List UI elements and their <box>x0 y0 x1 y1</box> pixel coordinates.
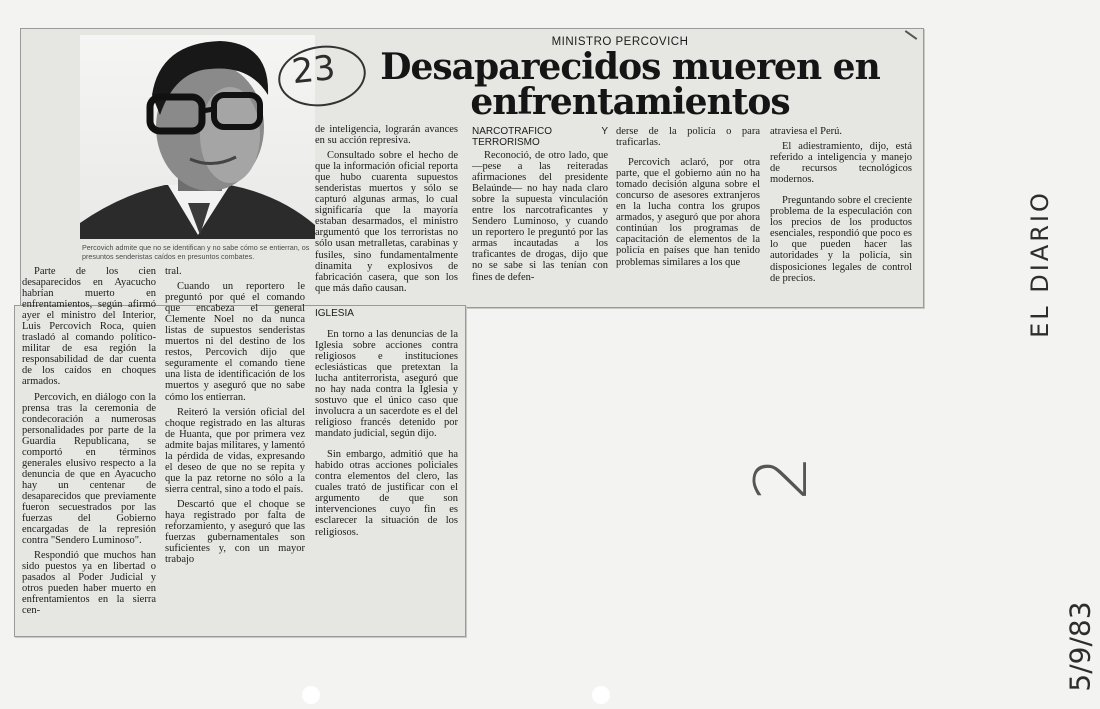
article-column-2 <box>165 266 305 565</box>
punch-hole-left <box>302 686 320 704</box>
paragraph: Reconoció, de otro lado, que —pese a las reiteradas afirmaciones del presidente Belaúnde— no hay nada claro sobre la supuesta vinculación entre los narcotraficantes y Sendero Luminoso, y cuando un reportero le preguntó por las armas incautadas a los traficantes de drogas, dijo que no se sabe si las tenían con fines de defen- <box>472 150 608 283</box>
section-heading-narcotrafico: NARCOTRAFICO Y TERRORISMO <box>472 126 608 148</box>
article-column-1 <box>22 266 156 616</box>
paragraph: de inteligencia, lograrán avances en su acción represiva. <box>315 124 458 147</box>
paragraph: Descartó que el choque se haya registrado por falta de reforzamiento, y aseguró que las fuerzas gubernamentales son suficientes y, con un mayor trabajo <box>165 498 305 566</box>
portrait-image <box>80 35 315 239</box>
paragraph: Sin embargo, admitió que ha habido otras acciones policiales contra elementos del clero, las cuales trató de justificar con el argumento de que son intervenciones cuyo fin es esclarecer la situación de los religiosos. <box>315 449 458 538</box>
article-column-3 <box>315 124 458 538</box>
paragraph: Percovich, en diálogo con la prensa tras la ceremonia de condecoración a numerosas personalidades por parte de la Guardia Republicana, se comportó en términos generales elusivo respecto a la denuncia de que en Ayacucho hay un centenar de desaparecidos que previamente fueron secuestrados por las fuerzas del Gobierno encargadas de la represión contra "Sendero Luminoso". <box>22 391 156 547</box>
paragraph: atraviesa el Perú. <box>770 126 843 137</box>
paragraph: Consultado sobre el hecho de que la información oficial reporta que hubo cuarenta supuestos senderistas muertos y sólo se capturó algunas armas, lo cual significaría que la mayoría estaban desarmados, el ministro argumentó que los terroristas no sólo usan metralletas, carabinas y fusiles, sino fundamentalmente dinamita y explosivos de fabricación casera, que son los que más daño causan. <box>315 150 458 294</box>
handwritten-newspaper-name: EL DIARIO <box>1026 190 1054 338</box>
handwritten-date: 5/9/83 <box>1063 601 1097 692</box>
article-column-4 <box>472 126 608 283</box>
paragraph: Parte de los cien desaparecidos en Ayacucho habrían muerto en enfrentamientos, según afirmó ayer el ministro del Interior, Luis Percovich Roca, quien trasladó al comando político-militar de esa región la responsabilidad de dar cuenta de los caídos en choques armados. <box>22 266 156 388</box>
paragraph: tral. <box>165 266 182 277</box>
paragraph: Reiteró la versión oficial del choque registrado en las alturas de Huanta, que por primera vez admite bajas militares, y lamentó la pérdida de vidas, expresando el deseo de que no se repita y que la paz retorne no sólo a la sierra central, sino a todo el país. <box>165 406 305 495</box>
paragraph: derse de la policía o para traficarlas. <box>616 126 760 149</box>
paragraph: Preguntando sobre el creciente problema de la especulación con los precios de los productos esenciales, respondió que poco es lo que pueden hacer las autoridades y la policía, sin disposiciones legales de control de precios. <box>770 195 912 284</box>
photo-caption: Percovich admite que no se identifican y no sabe cómo se entierran, os presuntos senderistas caídos en presuntos combates. <box>82 243 310 261</box>
handwritten-scribble: 2 <box>738 455 823 501</box>
article-column-6 <box>770 126 912 284</box>
article-photo <box>80 35 315 239</box>
paragraph: El adiestramiento, dijo, está referido a inteligencia y manejo de recursos tecnológicos modernos. <box>770 141 912 186</box>
paragraph: En torno a las denuncias de la Iglesia sobre acciones contra religiosos e instituciones eclesiásticas que pretextan la lucha antiterrorista, aseguró que no hay nada contra la Iglesia y sostuvo que el único caso que involucra a un sacerdote es el del religioso francés detenido por mandato judicial, según dijo. <box>315 328 458 440</box>
article-kicker: MINISTRO PERCOVICH <box>551 36 689 48</box>
article-headline: Desaparecidos mueren en enfrentamientos <box>380 46 880 123</box>
paragraph: Respondió que muchos han sido puestos ya en libertad o pasados al Poder Judicial y otros pueden haber muerto en enfrentamientos en la sierra cen- <box>22 550 156 617</box>
punch-hole-right <box>592 686 610 704</box>
section-heading-iglesia: IGLESIA <box>315 307 354 319</box>
article-column-5 <box>616 126 760 268</box>
paragraph: Cuando un reportero le preguntó por qué el comando que encabeza el general Clemente Noel no da nunca listas de supuestos senderistas muertos ni del destino de los restos, Percovich dijo que seguramente el comando tiene una lista de identificación de los muertos y aseguró que no sabe cómo los entierran. <box>165 281 305 403</box>
paragraph: Percovich aclaró, por otra parte, que el gobierno aún no ha tomado decisión alguna sobre el concurso de asesores extranjeros en la lucha contra los grupos armados, y aseguró que por ahora continúan los programas de capacitación de elementos de la policía en países que han tenido problemas similares a los que <box>616 157 760 268</box>
circled-number: 23 <box>290 47 338 93</box>
